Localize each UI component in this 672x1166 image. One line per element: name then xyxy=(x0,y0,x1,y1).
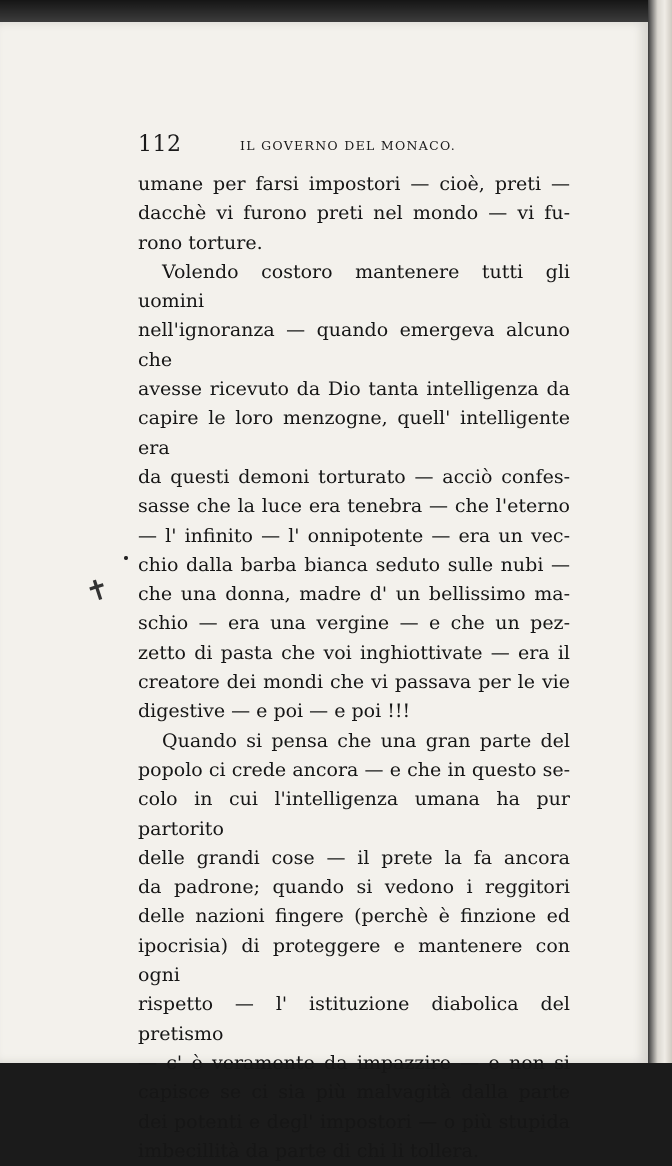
text-line: delle nazioni fingere (perchè è finzione ed xyxy=(138,905,570,928)
text-line: delle grandi cose — il prete la fa ancora xyxy=(138,846,570,869)
text-line: dacchè vi furono preti nel mondo — vi fu- xyxy=(138,202,570,225)
text-line: capisce se ci sia più malvagità dalla parte xyxy=(138,1081,570,1104)
body-text xyxy=(138,170,570,1166)
text-line: imbecillità da parte di chi li tollera. xyxy=(138,1139,479,1162)
text-line: digestive — e poi — e poi !!! xyxy=(138,700,411,723)
text-line: creatore dei mondi che vi passava per le vie xyxy=(138,671,570,694)
text-line: rispetto — l' istituzione diabolica del pretismo xyxy=(138,993,570,1045)
text-line: da padrone; quando si vedono i reggitori xyxy=(138,876,570,899)
text-line: Quando si pensa che una gran parte del xyxy=(162,729,570,752)
page-header xyxy=(138,132,578,162)
text-line: avesse ricevuto da Dio tanta intelligenza da xyxy=(138,378,570,401)
text-line: nell'ignoranza — quando emergeva alcuno che xyxy=(138,319,570,371)
text-line: zetto di pasta che voi inghiottivate — era il xyxy=(138,641,570,664)
running-title: IL GOVERNO DEL MONACO. xyxy=(240,138,457,153)
text-line: ipocrisia) di proteggere e mantenere con ogni xyxy=(138,934,570,987)
text-line: da questi demoni torturato — acciò confes- xyxy=(138,465,570,488)
text-line: rono torture. xyxy=(138,231,263,254)
text-line: umane per farsi impostori — cioè, preti — xyxy=(138,173,570,195)
scan-top-shadow xyxy=(0,0,648,22)
text-line: chio dalla barba bianca seduto sulle nubi — xyxy=(138,553,570,576)
text-line: colo in cui l'intelligenza umana ha pur partorito xyxy=(138,788,570,840)
text-line: — c' è veramente da impazzire — e non si xyxy=(138,1051,570,1074)
text-line: — l' infinito — l' onnipotente — era un vec- xyxy=(138,524,570,547)
text-line: popolo ci crede ancora — e che in questo se- xyxy=(138,758,570,781)
text-line: Volendo costoro mantenere tutti gli uomini xyxy=(138,260,570,313)
text-line: dei potenti e degl' impostori — o più stupida xyxy=(138,1110,570,1133)
margin-dot xyxy=(124,556,128,560)
margin-annotation-cross: ✝ xyxy=(81,571,114,610)
page-edge xyxy=(648,0,672,1063)
text-line: che una donna, madre d' un bellissimo ma- xyxy=(138,583,570,606)
text-line: sasse che la luce era tenebra — che l'eterno xyxy=(138,495,570,518)
page-number: 112 xyxy=(138,132,182,157)
text-line: schio — era una vergine — e che un pez- xyxy=(138,612,570,635)
text-line: capire le loro menzogne, quell' intelligente era xyxy=(138,407,570,459)
